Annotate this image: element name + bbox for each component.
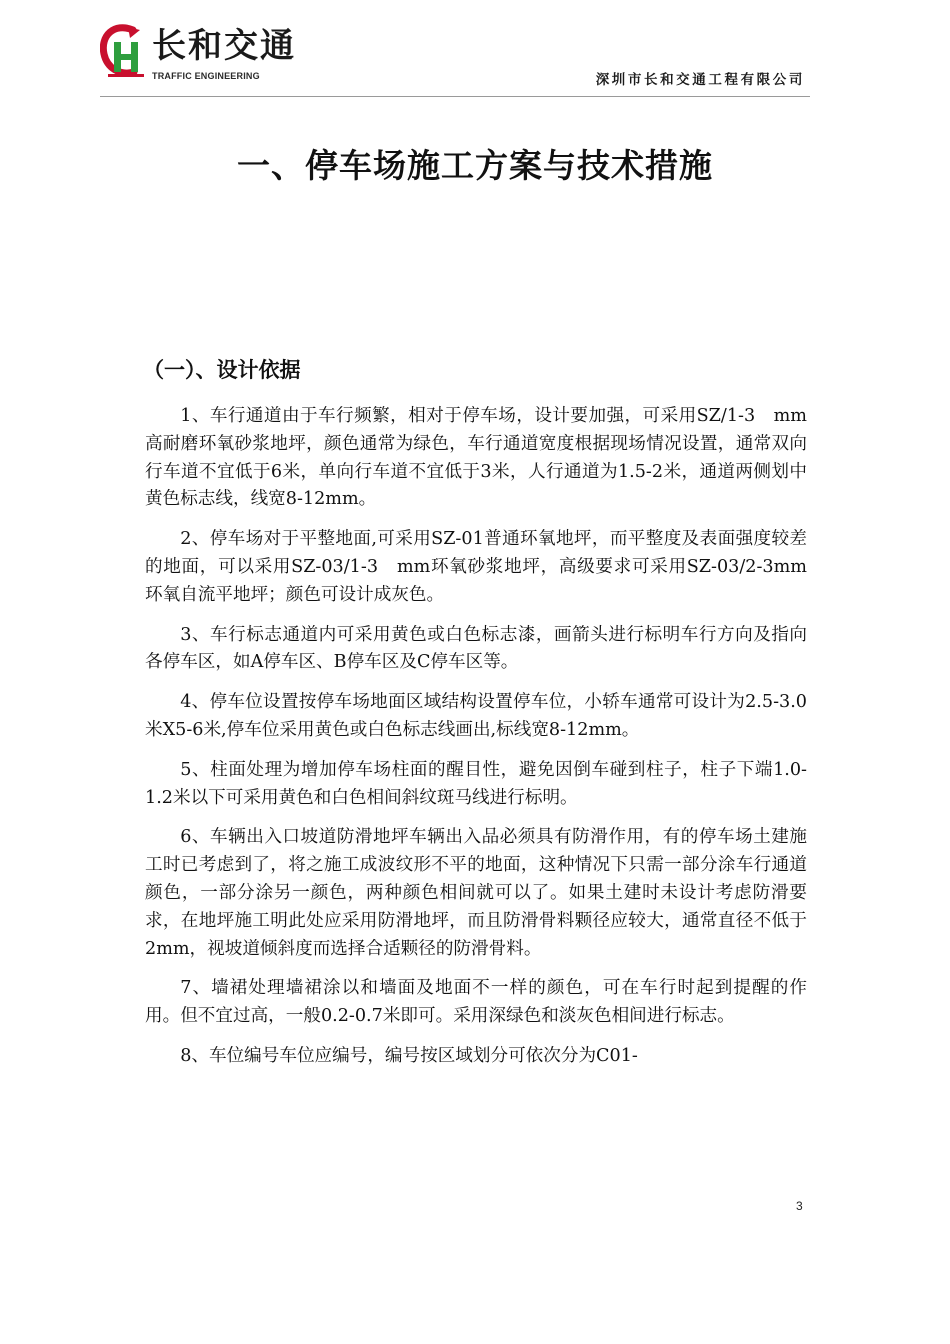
paragraph-8: 8、车位编号车位应编号，编号按区域划分可依次分为C01- bbox=[180, 1045, 638, 1066]
ch-logo-icon bbox=[100, 22, 150, 82]
paragraph-4: 4、停车位设置按停车场地面区域结构设置停车位，小轿车通常可设计为2.5-3.0米X5-6米,停车位采用黄色或白色标志线画出,标线宽8-12mm。 bbox=[145, 692, 807, 740]
paragraph-6: 6、车辆出入口坡道防滑地坪车辆出入品必须具有防滑作用，有的停车场土建施工时已考虑到了，将之施工成波纹形不平的地面，这种情况下只需一部分涂车行通道颜色，一部分涂另一颜色，两种颜色相间就可以了。如果土建时未设计考虑防滑要求，在地坪施工明此处应采用防滑地坪，而且防滑骨料颗径应较大，通常直径不低于2mm，视坡道倾斜度而选择合适颗径的防滑骨料。 bbox=[145, 827, 807, 959]
section-heading: （一）、设计依据 bbox=[143, 358, 301, 382]
company-logo bbox=[100, 22, 296, 88]
paragraph-7: 7、墙裙处理墙裙涂以和墙面及地面不一样的颜色，可在车行时起到提醒的作用。但不宜过高，一般0.2-0.7米即可。采用深绿色和淡灰色相间进行标志。 bbox=[145, 978, 807, 1027]
company-name: 深圳市长和交通工程有限公司 bbox=[595, 72, 805, 88]
paragraph-1: 1、车行通道由于车行频繁，相对于停车场，设计要加强，可采用SZ/1-3 mm高耐磨环氧砂浆地坪，颜色通常为绿色，车行通道宽度根据现场情况设置，通常双向行车道不宜低于6米，单向行车道不宜低于3米，人行通道为1.5-2米，通道两侧划中黄色标志线，线宽8-12mm。 bbox=[145, 406, 807, 510]
paragraph-3: 3、车行标志通道内可采用黄色或白色标志漆，画箭头进行标明车行方向及指向各停车区，如A停车区、B停车区及C停车区等。 bbox=[145, 624, 807, 673]
paragraph-2: 2、停车场对于平整地面,可采用SZ-01普通环氧地坪，而平整度及表面强度较差的地面，可以采用SZ-03/1-3 mm环氧砂浆地坪，高级要求可采用SZ-03/2-3mm环氧自流平地坪；颜色可设计成灰色。 bbox=[145, 529, 807, 605]
paragraph-5: 5、柱面处理为增加停车场柱面的醒目性，避免因倒车碰到柱子，柱子下端1.0-1.2米以下可采用黄色和白色相间斜纹斑马线进行标明。 bbox=[145, 759, 807, 808]
logo-name: 长和交通 bbox=[152, 26, 296, 66]
page-header bbox=[0, 0, 950, 100]
body-text bbox=[145, 403, 807, 1083]
logo-subtitle: TRAFFIC ENGINEERING bbox=[152, 71, 260, 81]
header-divider bbox=[100, 96, 810, 97]
page-number: 3 bbox=[796, 1199, 803, 1213]
page-title: 一、停车场施工方案与技术措施 bbox=[237, 146, 713, 185]
